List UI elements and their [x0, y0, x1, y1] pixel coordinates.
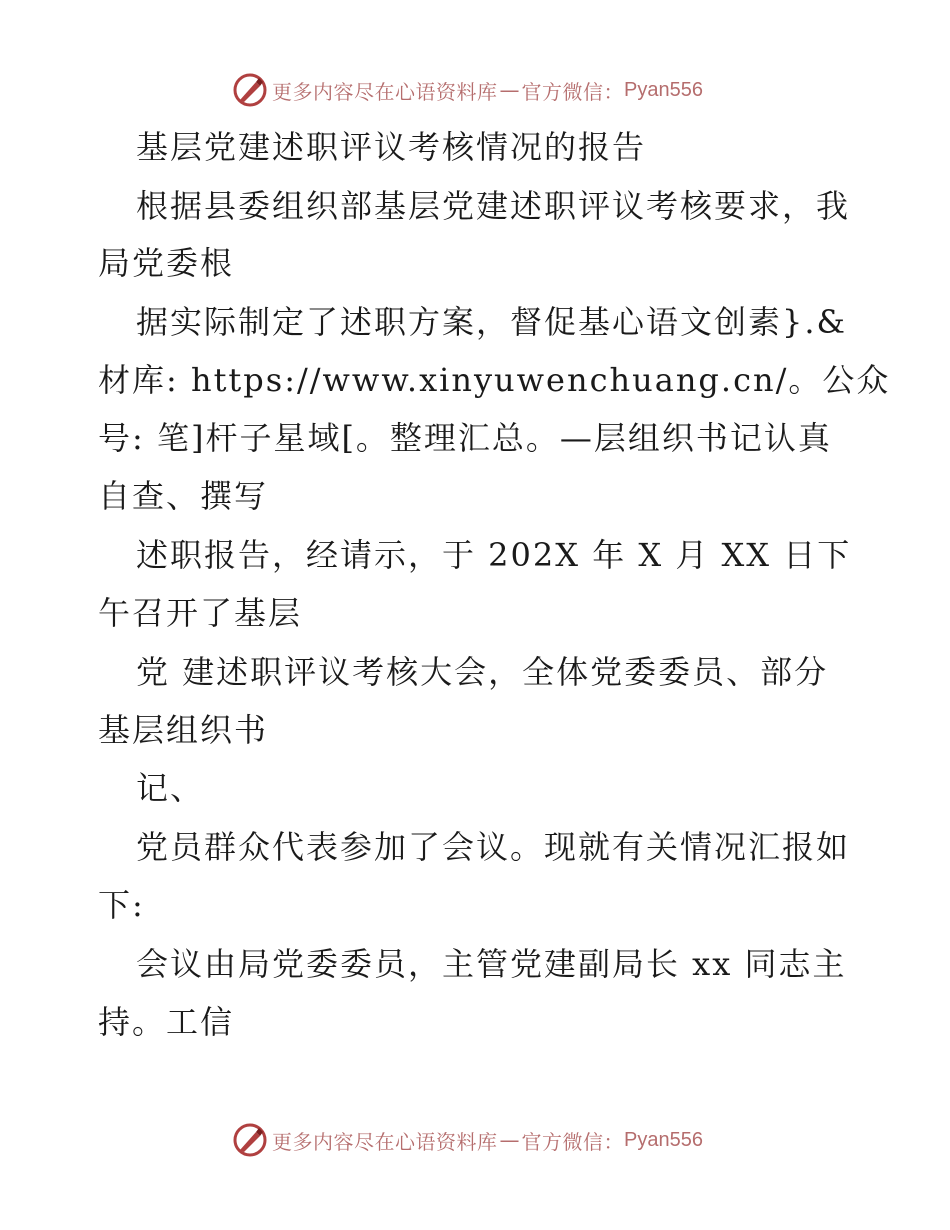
- document-title: 基层党建述职评议考核情况的报告: [136, 128, 647, 166]
- body-line: 据实际制定了述职方案，督促基心语文创素}.&: [136, 303, 848, 341]
- footer-banner: [232, 1120, 703, 1160]
- body-line: 下:: [98, 886, 145, 924]
- body-line: 根据县委组织部基层党建述职评议考核要求，我: [136, 187, 851, 225]
- body-line: 午召开了基层: [98, 594, 303, 632]
- body-line: 会议由局党委委员，主管党建副局长 xx 同志主: [136, 945, 847, 983]
- header-wechat-label: 官方微信：: [521, 79, 624, 104]
- body-line: 持。工信: [98, 1003, 235, 1041]
- footer-wechat-account: Pyan556: [624, 1128, 703, 1151]
- footer-site-text: 更多内容尽在心语资料库: [272, 1129, 498, 1154]
- header-site-text: 更多内容尽在心语资料库: [272, 79, 498, 104]
- body-line: 基层组织书: [98, 711, 269, 749]
- footer-separator: —: [499, 1128, 520, 1152]
- body-line: 材库: https://www.xinyuwenchuang.cn/。公众: [98, 361, 891, 399]
- body-line: 述职报告，经请示，于 202X 年 X 月 XX 日下: [136, 536, 852, 574]
- header-banner: [232, 70, 703, 110]
- footer-wechat-label: 官方微信：: [521, 1129, 624, 1154]
- header-wechat-account: Pyan556: [624, 78, 703, 101]
- body-line: 号: 笔]杆子星域[。整理汇总。—层组织书记认真: [98, 419, 832, 457]
- header-separator: —: [499, 78, 520, 102]
- body-line: 党员群众代表参加了会议。现就有关情况汇报如: [136, 828, 851, 866]
- body-line: 局党委根: [98, 244, 235, 282]
- body-line: 记、: [136, 769, 205, 807]
- body-line: 党 建述职评议考核大会，全体党委委员、部分: [136, 653, 829, 691]
- pen-logo-icon: [232, 1122, 268, 1158]
- body-line: 自查、撰写: [98, 477, 269, 515]
- pen-logo-icon: [232, 72, 268, 108]
